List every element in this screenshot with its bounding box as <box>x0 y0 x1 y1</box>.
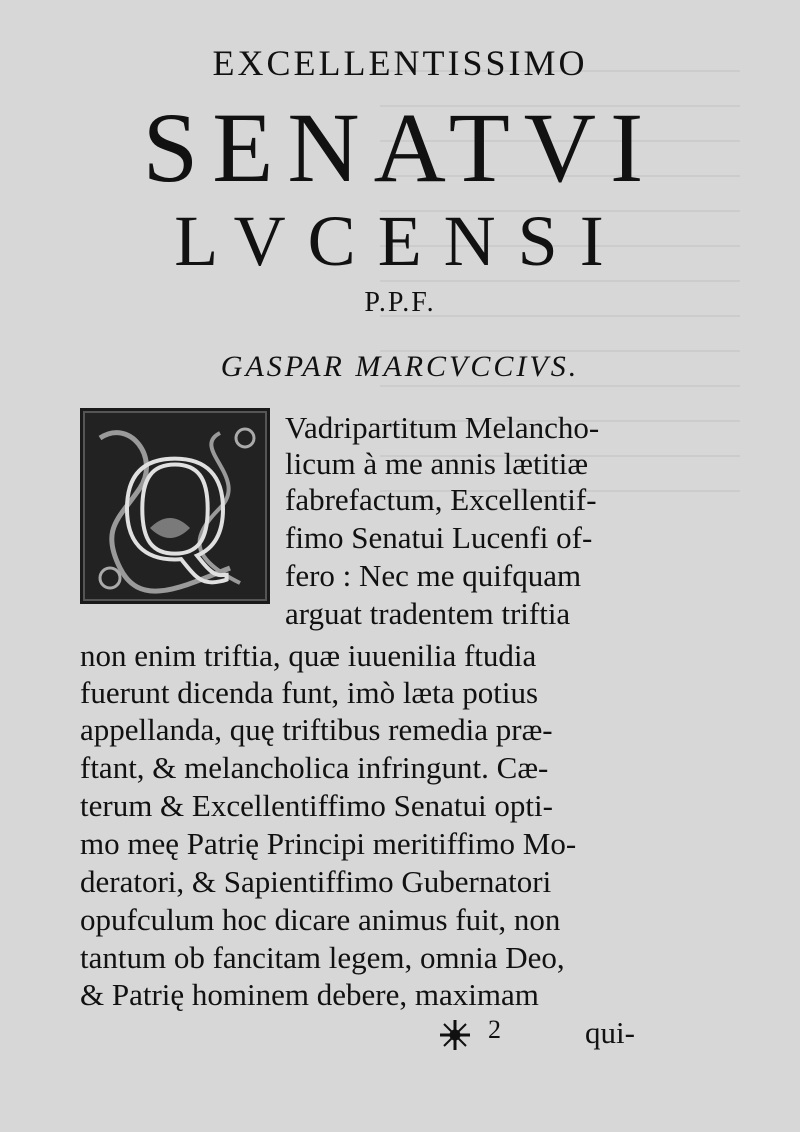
body-line: & Patrię hominem debere, maximam <box>80 977 539 1012</box>
body-line: fimo Senatui Lucenfi of- <box>285 520 593 555</box>
body-line: deratori, & Sapientiffimo Gubernatori <box>80 864 552 899</box>
dedication-line-2: SENATVI <box>142 92 658 203</box>
body-line: tantum ob fancitam legem, omnia Deo, <box>80 940 565 975</box>
fleuron-icon <box>437 1017 473 1053</box>
page-footer <box>0 1015 800 1055</box>
body-line: opufculum hoc dicare animus fuit, non <box>80 902 561 937</box>
dedication-line-1: EXCELLENTISSIMO <box>212 43 588 83</box>
body-line: licum à me annis lætitiæ <box>285 446 589 481</box>
body-line: arguat tradentem triftia <box>285 596 571 631</box>
body-line: fabrefactum, Excellentif- <box>285 482 597 517</box>
body-line: terum & Excellentiffimo Senatui opti- <box>80 788 553 823</box>
body-line: non enim triftia, quæ iuuenilia ftudia <box>80 638 537 673</box>
body-line: fero : Nec me quifquam <box>285 558 582 593</box>
dedication-line-4: P.P.F. <box>364 287 436 318</box>
dedication-line-3: LVCENSI <box>174 201 626 281</box>
decorated-initial-q <box>80 408 270 604</box>
body-line: appellanda, quę triftibus remedia præ- <box>80 712 553 747</box>
body-line: mo meę Patrię Principi meritiffimo Mo- <box>80 826 577 861</box>
body-line: ftant, & melancholica infringunt. Cæ- <box>80 750 549 785</box>
body-line: Vadripartitum Melancho- <box>285 410 600 445</box>
body-line: fuerunt dicenda funt, imò læta potius <box>80 675 539 710</box>
catchword: qui- <box>585 1015 635 1050</box>
initial-letter: Q <box>120 425 230 591</box>
author-name: GASPAR MARCVCCIVS. <box>220 350 580 383</box>
signature-mark: 2 <box>488 1015 501 1044</box>
